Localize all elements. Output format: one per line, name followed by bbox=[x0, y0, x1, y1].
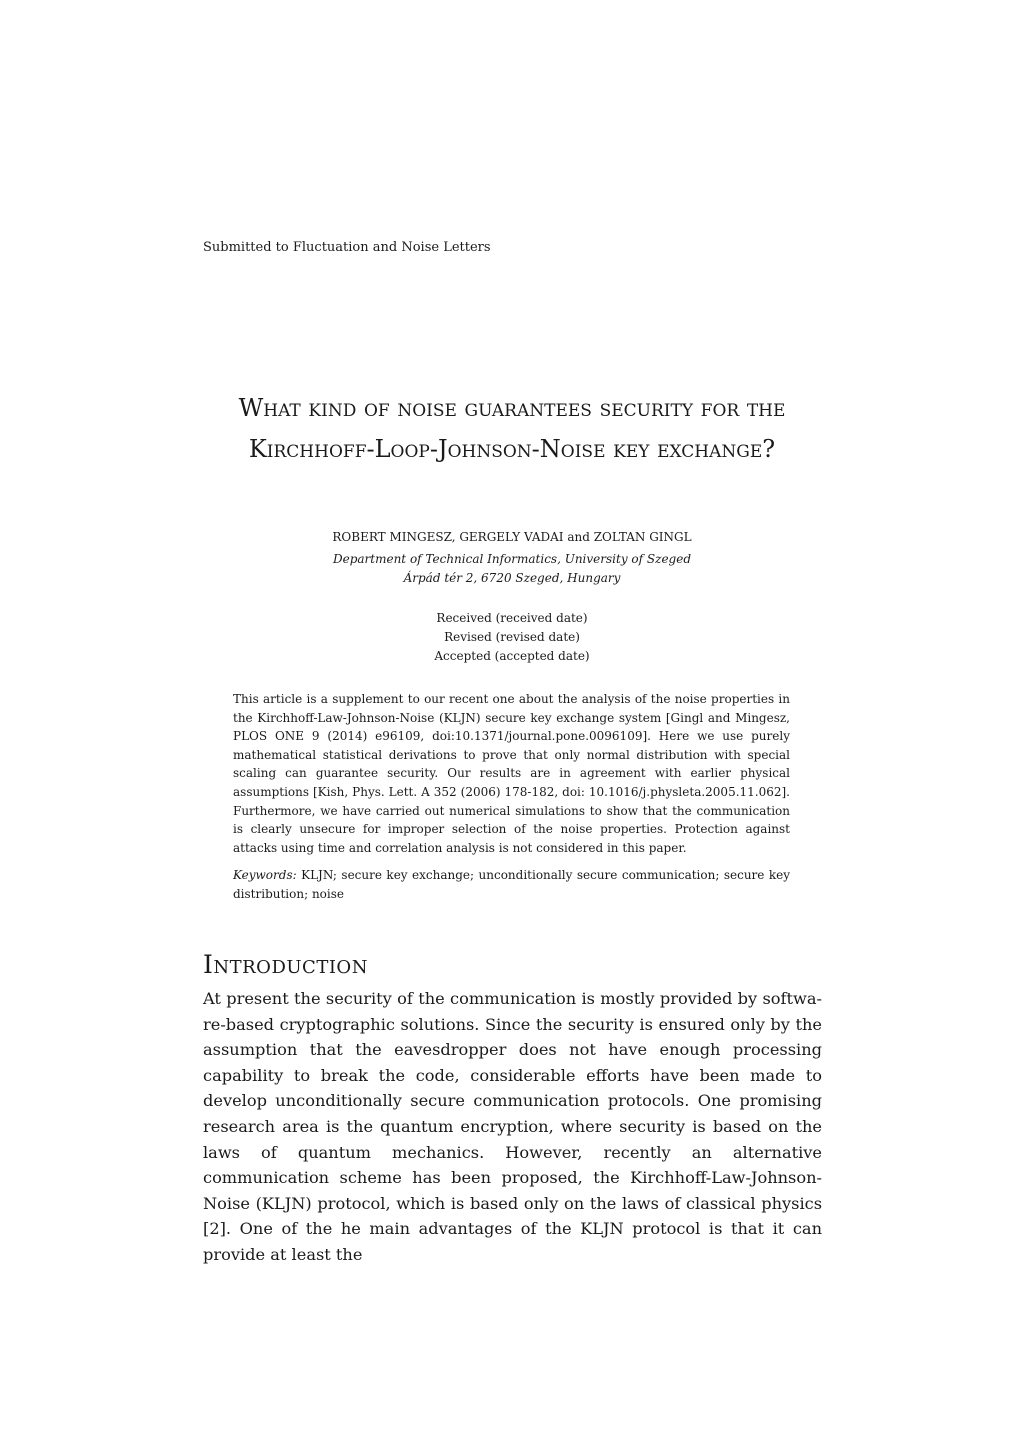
journal-header: Submitted to Fluctuation and Noise Letters bbox=[203, 240, 491, 255]
keywords bbox=[233, 866, 790, 903]
author-list: ROBERT MINGESZ, GERGELY VADAI and ZOLTAN GINGL bbox=[332, 530, 692, 544]
revised-date: Revised (revised date) bbox=[444, 630, 580, 644]
section-heading-introduction: Introduction bbox=[203, 950, 368, 979]
keywords-label: Keywords: bbox=[233, 868, 297, 882]
abstract: This article is a supplement to our recent one about the analysis of the noise properties in the Kirchhoff-Law-Johnson-Noise (KLJN) secure key exchange system [Gingl and Mingesz, PLOS ONE 9 (2014) e96109, doi:10.1371/journal.pone.0096109]. Here we use purely mathematical statistical derivations to prove that only normal distribution with special scaling can guarantee security. Our results are in agreement with earlier physical assumptions [Kish, Phys. Lett. A 352 (2006) 178-182, doi: 10.1016/j.physleta.2005.11.062]. Furthermore, we have carried out numerical simulations to show that the communication is clearly unsecure for improper selection of the noise properties. Protection against attacks using time and correlation analysis is not considered in this paper. bbox=[233, 692, 790, 855]
keywords-text: KLJN; secure key exchange; unconditionally secure communication; secure key distribution; noise bbox=[233, 868, 790, 901]
submission-dates bbox=[202, 609, 822, 666]
accepted-date: Accepted (accepted date) bbox=[434, 649, 590, 663]
paper-title: What kind of noise guarantees security for the Kirchhoff-Loop-Johnson-Noise key exchange? bbox=[238, 394, 786, 463]
introduction-paragraph: At present the security of the communication is mostly provided by softwa-re-based cryptographic solutions. Since the security is ensured only by the assumption that the eavesdropper does not have enough processing capability to break the code, considerable efforts have been made to develop unconditionally secure communication protocols. One promising research area is the quantum encryption, where security is based on the laws of quantum mechanics. However, recently an alternative communication scheme has been proposed, the Kirchhoff-Law-Johnson-Noise (KLJN) protocol, which is based only on the laws of classical physics [2]. One of the he main advantages of the KLJN protocol is that it can provide at least the bbox=[203, 989, 822, 1264]
affiliation-department: Department of Technical Informatics, University of Szeged bbox=[332, 552, 692, 566]
received-date: Received (received date) bbox=[436, 611, 588, 625]
affiliation-address: Árpád tér 2, 6720 Szeged, Hungary bbox=[403, 571, 621, 585]
